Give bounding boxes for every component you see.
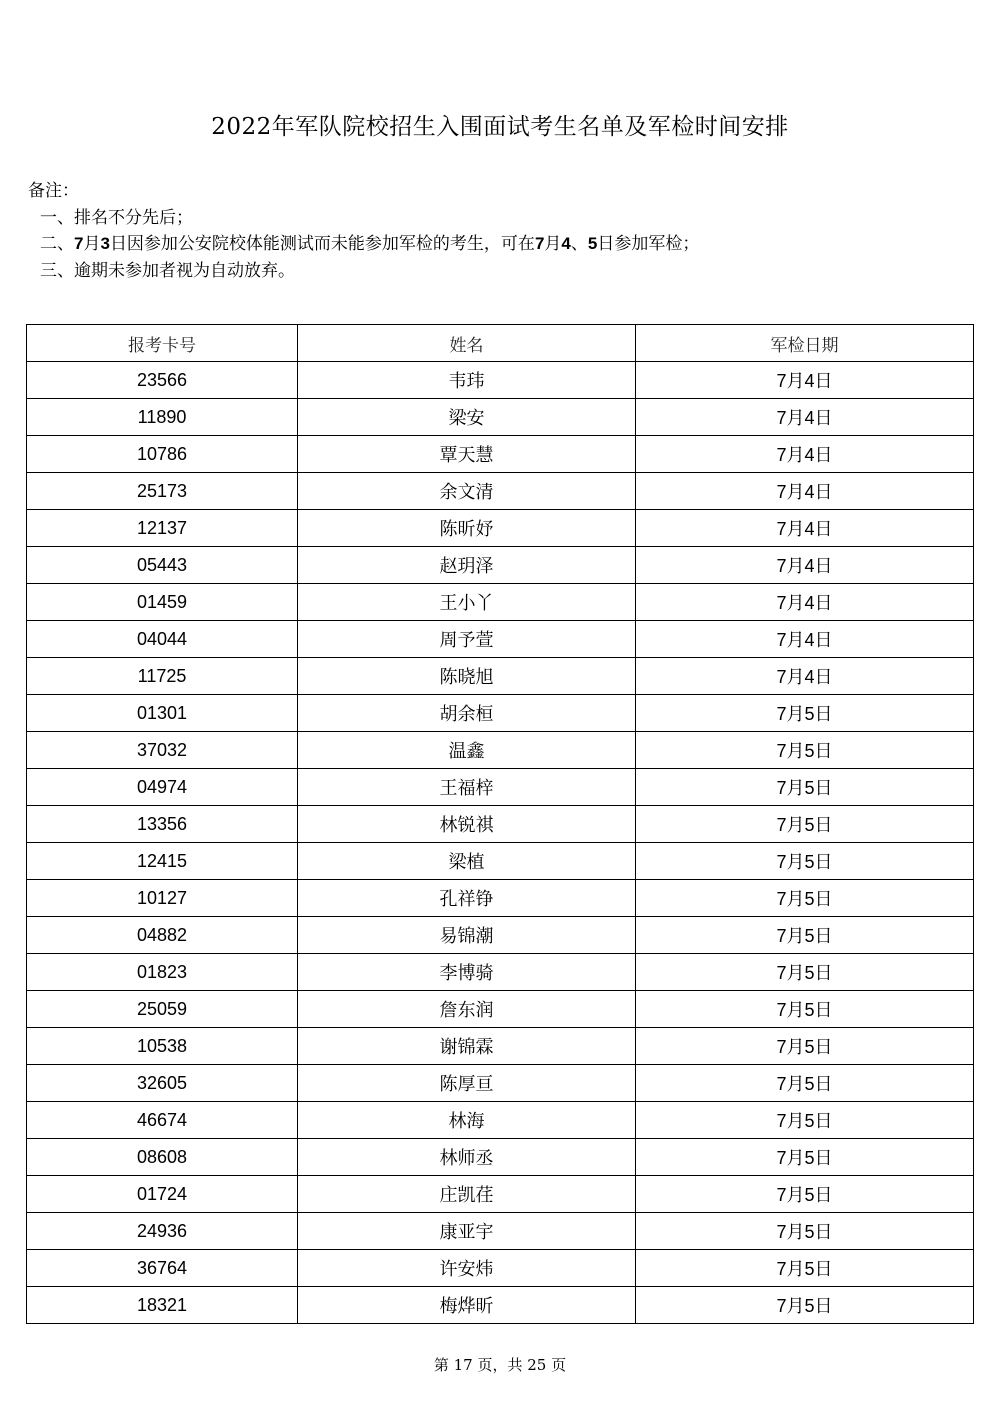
card-number-cell: 04044	[27, 621, 298, 658]
note-line-2-part: 二、	[40, 234, 74, 254]
card-number-cell: 04882	[27, 917, 298, 954]
card-number-cell: 32605	[27, 1065, 298, 1102]
name-cell: 王小丫	[298, 584, 636, 621]
exam-date-cell: 7月5日	[636, 1213, 974, 1250]
name-cell: 余文清	[298, 473, 636, 510]
note-line-2-part: 日因参加公安院校体能测试而未能参加军检的考生，可在	[109, 234, 535, 254]
card-number-cell: 05443	[27, 547, 298, 584]
table-row	[27, 917, 974, 954]
exam-date-cell: 7月5日	[636, 954, 974, 991]
note-line-2-part: 7	[534, 234, 545, 253]
footer-middle: 页，共	[472, 1356, 528, 1374]
name-cell: 庄凯荏	[298, 1176, 636, 1213]
exam-date-cell: 7月5日	[636, 917, 974, 954]
name-cell: 易锦潮	[298, 917, 636, 954]
name-cell: 赵玥泽	[298, 547, 636, 584]
exam-date-cell: 7月5日	[636, 769, 974, 806]
exam-date-cell: 7月4日	[636, 473, 974, 510]
exam-date-cell: 7月4日	[636, 658, 974, 695]
table-row	[27, 954, 974, 991]
name-cell: 陈晓旭	[298, 658, 636, 695]
note-line-2-part: 7	[74, 234, 84, 253]
exam-date-cell: 7月5日	[636, 880, 974, 917]
card-number-cell: 13356	[27, 806, 298, 843]
name-cell: 覃天慧	[298, 436, 636, 473]
footer-prefix: 第	[433, 1356, 454, 1374]
name-cell: 陈厚亘	[298, 1065, 636, 1102]
name-cell: 孔祥铮	[298, 880, 636, 917]
column-header-name: 姓名	[298, 325, 636, 362]
card-number-cell: 36764	[27, 1250, 298, 1287]
exam-date-cell: 7月4日	[636, 436, 974, 473]
table-row	[27, 658, 974, 695]
exam-date-cell: 7月5日	[636, 1028, 974, 1065]
table-row	[27, 843, 974, 880]
card-number-cell: 10127	[27, 880, 298, 917]
table-row	[27, 621, 974, 658]
footer-suffix: 页	[546, 1356, 567, 1374]
name-cell: 康亚宇	[298, 1213, 636, 1250]
exam-date-cell: 7月4日	[636, 584, 974, 621]
name-cell: 谢锦霖	[298, 1028, 636, 1065]
table-row	[27, 436, 974, 473]
card-number-cell: 04974	[27, 769, 298, 806]
name-cell: 王福梓	[298, 769, 636, 806]
notes-heading: 备注：	[28, 181, 79, 201]
exam-date-cell: 7月5日	[636, 695, 974, 732]
table-row	[27, 584, 974, 621]
candidate-table	[26, 324, 974, 1324]
card-number-cell: 12415	[27, 843, 298, 880]
exam-date-cell: 7月5日	[636, 1176, 974, 1213]
card-number-cell: 25059	[27, 991, 298, 1028]
table-row	[27, 1028, 974, 1065]
note-line-2-part: 月	[83, 234, 101, 254]
column-header-card-number: 报考卡号	[27, 325, 298, 362]
notes-section	[28, 178, 968, 284]
note-line-1: 一、排名不分先后；	[40, 207, 193, 228]
card-number-cell: 23566	[27, 362, 298, 399]
table-row	[27, 806, 974, 843]
name-cell: 陈昕妤	[298, 510, 636, 547]
card-number-cell: 10786	[27, 436, 298, 473]
name-cell: 詹东润	[298, 991, 636, 1028]
name-cell: 梅烨昕	[298, 1287, 636, 1324]
name-cell: 温鑫	[298, 732, 636, 769]
table-row	[27, 1065, 974, 1102]
exam-date-cell: 7月4日	[636, 510, 974, 547]
table-row	[27, 399, 974, 436]
card-number-cell: 01823	[27, 954, 298, 991]
table-row	[27, 991, 974, 1028]
table-row	[27, 547, 974, 584]
card-number-cell: 01459	[27, 584, 298, 621]
note-line-2-part: 、	[570, 234, 588, 254]
note-line-2	[28, 231, 968, 258]
table-row	[27, 473, 974, 510]
table-row	[27, 362, 974, 399]
exam-date-cell: 7月4日	[636, 362, 974, 399]
exam-date-cell: 7月5日	[636, 1102, 974, 1139]
footer-total-pages: 25	[527, 1356, 547, 1374]
column-header-exam-date: 军检日期	[636, 325, 974, 362]
note-line-2-part: 日参加军检；	[597, 234, 700, 254]
card-number-cell: 10538	[27, 1028, 298, 1065]
name-cell: 胡余桓	[298, 695, 636, 732]
card-number-cell: 37032	[27, 732, 298, 769]
name-cell: 许安炜	[298, 1250, 636, 1287]
note-line-2-part: 月	[544, 234, 562, 254]
exam-date-cell: 7月5日	[636, 732, 974, 769]
table-row	[27, 1287, 974, 1324]
card-number-cell: 11725	[27, 658, 298, 695]
table-row	[27, 1176, 974, 1213]
name-cell: 梁安	[298, 399, 636, 436]
table-row	[27, 880, 974, 917]
card-number-cell: 25173	[27, 473, 298, 510]
exam-date-cell: 7月4日	[636, 621, 974, 658]
exam-date-cell: 7月5日	[636, 991, 974, 1028]
name-cell: 林锐祺	[298, 806, 636, 843]
exam-date-cell: 7月5日	[636, 1287, 974, 1324]
table-row	[27, 1213, 974, 1250]
exam-date-cell: 7月4日	[636, 547, 974, 584]
table-row	[27, 1139, 974, 1176]
card-number-cell: 18321	[27, 1287, 298, 1324]
card-number-cell: 01724	[27, 1176, 298, 1213]
card-number-cell: 12137	[27, 510, 298, 547]
exam-date-cell: 7月5日	[636, 1139, 974, 1176]
note-line-2-part: 3	[100, 234, 110, 253]
table-row	[27, 510, 974, 547]
exam-date-cell: 7月4日	[636, 399, 974, 436]
table-row	[27, 695, 974, 732]
name-cell: 林海	[298, 1102, 636, 1139]
footer-page-number: 17	[453, 1356, 473, 1374]
name-cell: 李博骑	[298, 954, 636, 991]
card-number-cell: 46674	[27, 1102, 298, 1139]
card-number-cell: 08608	[27, 1139, 298, 1176]
card-number-cell: 01301	[27, 695, 298, 732]
name-cell: 林师丞	[298, 1139, 636, 1176]
name-cell: 韦玮	[298, 362, 636, 399]
page-footer	[0, 1354, 1000, 1375]
exam-date-cell: 7月5日	[636, 843, 974, 880]
table-row	[27, 769, 974, 806]
note-line-2-part: 5	[587, 234, 598, 253]
table-header-row	[27, 325, 974, 362]
exam-date-cell: 7月5日	[636, 806, 974, 843]
table-body	[27, 362, 974, 1324]
exam-date-cell: 7月5日	[636, 1065, 974, 1102]
note-line-2-part: 4	[561, 234, 571, 253]
note-line-3: 三、逾期未参加者视为自动放弃。	[40, 260, 295, 281]
page-title: 2022年军队院校招生入围面试考生名单及军检时间安排	[211, 114, 789, 140]
table-row	[27, 1102, 974, 1139]
name-cell: 梁植	[298, 843, 636, 880]
card-number-cell: 11890	[27, 399, 298, 436]
exam-date-cell: 7月5日	[636, 1250, 974, 1287]
table-row	[27, 732, 974, 769]
table-row	[27, 1250, 974, 1287]
card-number-cell: 24936	[27, 1213, 298, 1250]
name-cell: 周予萱	[298, 621, 636, 658]
